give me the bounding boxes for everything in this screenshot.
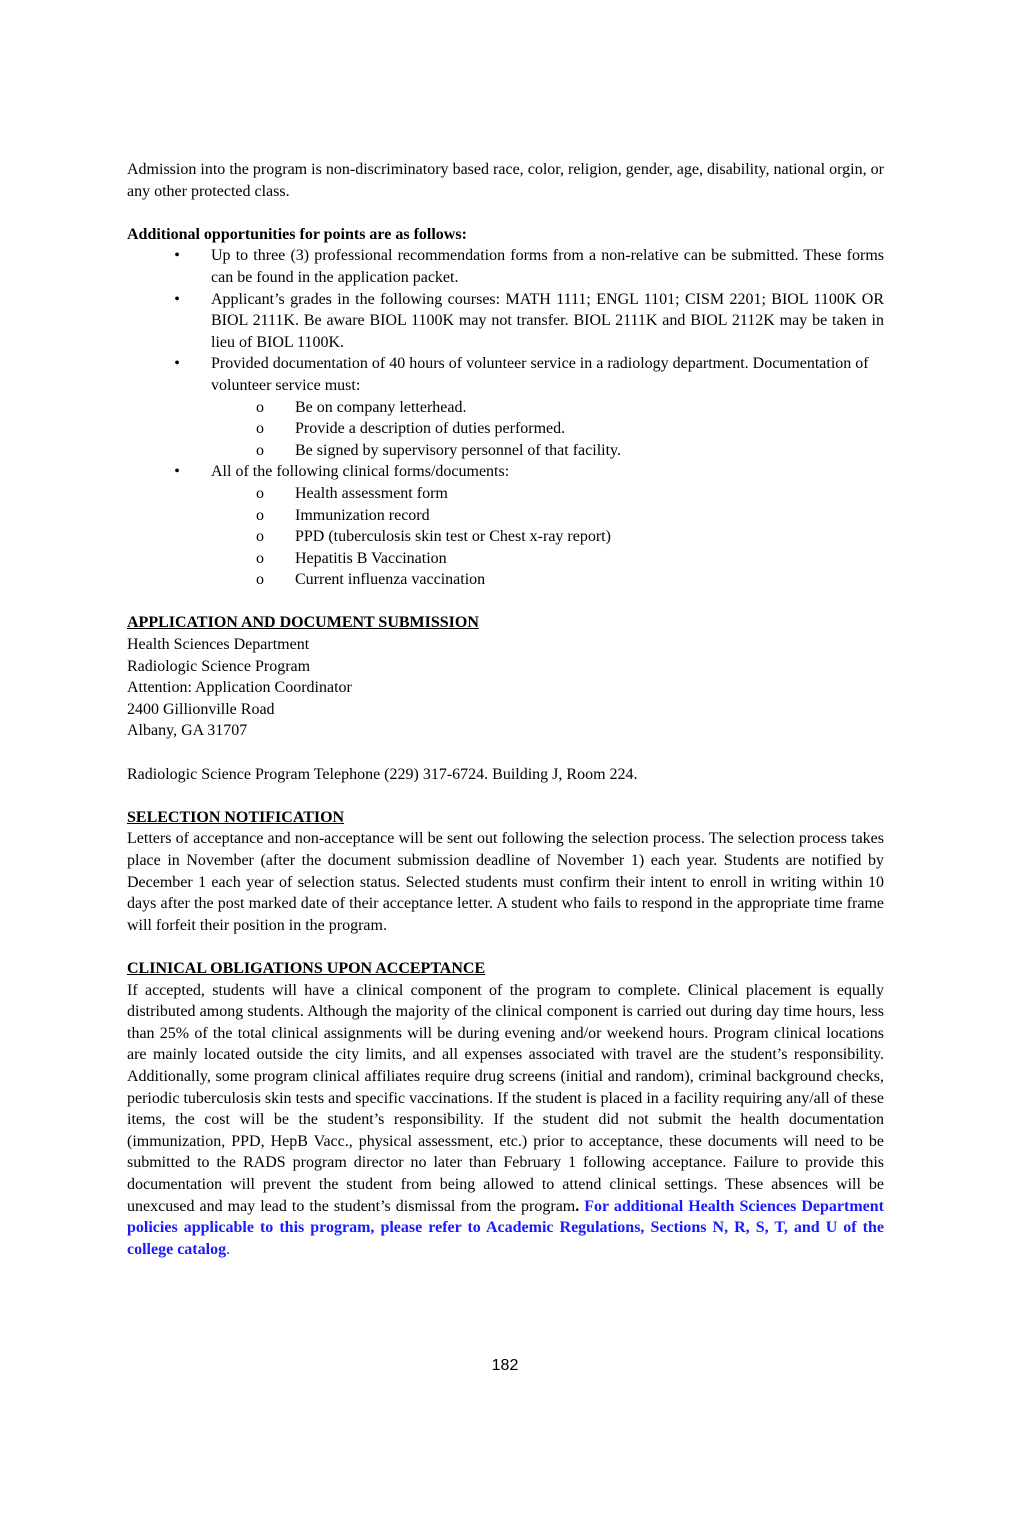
sub-item	[211, 548, 884, 570]
policy-reference-period: .	[226, 1240, 231, 1258]
selection-heading: SELECTION NOTIFICATION	[127, 808, 345, 826]
clinical-heading: CLINICAL OBLIGATIONS UPON ACCEPTANCE	[127, 959, 486, 977]
clinical-body-text: If accepted, students will have a clinical component of the program to complete. Clinical placement is equally distributed among students. Although the majority of the clinical component is carried out during day time hours, less than 25% of the total clinical assignments will be during evening and/or weekend hours. Program clinical locations are mainly located outside the city limits, and all expenses associated with travel are the student’s responsibility. Additionally, some program clinical affiliates require drug screens (initial and random), criminal background checks, periodic tuberculosis skin tests and specific vaccinations. If the student is placed in a facility requiring any/all of these items, the cost will be the student’s responsibility. If the student did not submit the health documentation (immunization, PPD, HepB Vacc., physical assessment, etc.) prior to acceptance, these documents will need to be submitted to the RADS program director no later than February 1 following acceptance. Failure to provide this documentation will prevent the student from being allowed to attend clinical settings. These absences will be unexcused and may lead to the student’s dismissal from the program	[127, 981, 884, 1215]
sub-item-text: Current influenza vaccination	[295, 571, 486, 589]
points-item-text: Provided documentation of 40 hours of volunteer service in a radiology department. Documentation of volunteer service must:	[211, 355, 869, 394]
circle-bullet-icon: o	[256, 441, 264, 459]
address-line: Attention: Application Coordinator	[127, 679, 352, 697]
circle-bullet-icon: o	[256, 506, 264, 524]
nondiscrimination-statement: Admission into the program is non-discriminatory based race, color, religion, gender, age, disability, national orgin, or any other protected class.	[127, 161, 884, 200]
clinical-body-period: .	[575, 1197, 580, 1215]
page-number: 182	[491, 1357, 519, 1374]
sub-item-text: PPD (tuberculosis skin test or Chest x-ray report)	[295, 528, 611, 546]
circle-bullet-icon: o	[256, 549, 264, 567]
sub-item	[211, 505, 884, 527]
bullet-icon: •	[174, 463, 180, 481]
sub-item-text: Health assessment form	[295, 484, 448, 502]
points-item	[127, 245, 884, 288]
sub-item-text: Provide a description of duties performed.	[295, 420, 566, 438]
points-item-text: All of the following clinical forms/documents:	[211, 463, 510, 481]
document-page	[127, 159, 884, 1260]
sub-item	[211, 440, 884, 462]
address-line: Radiologic Science Program	[127, 657, 311, 675]
clinical-documents-list	[211, 483, 884, 591]
selection-body: Letters of acceptance and non-acceptance will be sent out following the selection process. The selection process takes place in November (after the document submission deadline of November 1) each year. Students are notified by December 1 each year of selection status. Selected students must confirm their intent to enroll in writing within 10 days after the post marked date of their acceptance letter. A student who fails to respond in the appropriate time frame will forfeit their position in the program.	[127, 830, 884, 934]
circle-bullet-icon: o	[256, 398, 264, 416]
circle-bullet-icon: o	[256, 420, 264, 438]
volunteer-requirements-list	[211, 397, 884, 462]
points-item-text: Up to three (3) professional recommendation forms from a non-relative can be submitted. These forms can be found in the application packet.	[211, 247, 884, 286]
sub-item-text: Hepatitis B Vaccination	[295, 549, 447, 567]
circle-bullet-icon: o	[256, 484, 264, 502]
points-item-text: Applicant’s grades in the following courses: MATH 1111; ENGL 1101; CISM 2201; BIOL 1100K OR BIOL 2111K. Be aware BIOL 1100K may not transfer. BIOL 2111K and BIOL 2112K may be taken in lieu of BIOL 1100K.	[211, 290, 884, 351]
sub-item-text: Be signed by supervisory personnel of that facility.	[295, 441, 621, 459]
bullet-icon: •	[174, 247, 180, 265]
bullet-icon: •	[174, 290, 180, 308]
sub-item	[211, 483, 884, 505]
sub-item-text: Be on company letterhead.	[295, 398, 467, 416]
bullet-icon: •	[174, 355, 180, 373]
points-item	[127, 289, 884, 354]
program-telephone: Radiologic Science Program Telephone (229) 317-6724. Building J, Room 224.	[127, 765, 638, 783]
address-line: Albany, GA 31707	[127, 722, 248, 740]
submission-heading: APPLICATION AND DOCUMENT SUBMISSION	[127, 614, 479, 632]
points-heading: Additional opportunities for points are as follows:	[127, 225, 467, 243]
circle-bullet-icon: o	[256, 571, 264, 589]
sub-item-text: Immunization record	[295, 506, 430, 524]
sub-item	[211, 397, 884, 419]
clinical-body	[127, 980, 884, 1261]
points-item	[127, 461, 884, 591]
mailing-address	[127, 634, 884, 742]
address-line: 2400 Gillionville Road	[127, 700, 275, 718]
sub-item	[211, 418, 884, 440]
circle-bullet-icon: o	[256, 528, 264, 546]
policy-reference: For additional Health Sciences Department policies applicable to this program, please refer to Academic Regulations, Sections N, R, S, T, and U of the college catalog	[127, 1197, 884, 1258]
sub-item	[211, 569, 884, 591]
sub-item	[211, 526, 884, 548]
address-line: Health Sciences Department	[127, 636, 310, 654]
points-item	[127, 353, 884, 461]
points-list	[127, 245, 884, 591]
